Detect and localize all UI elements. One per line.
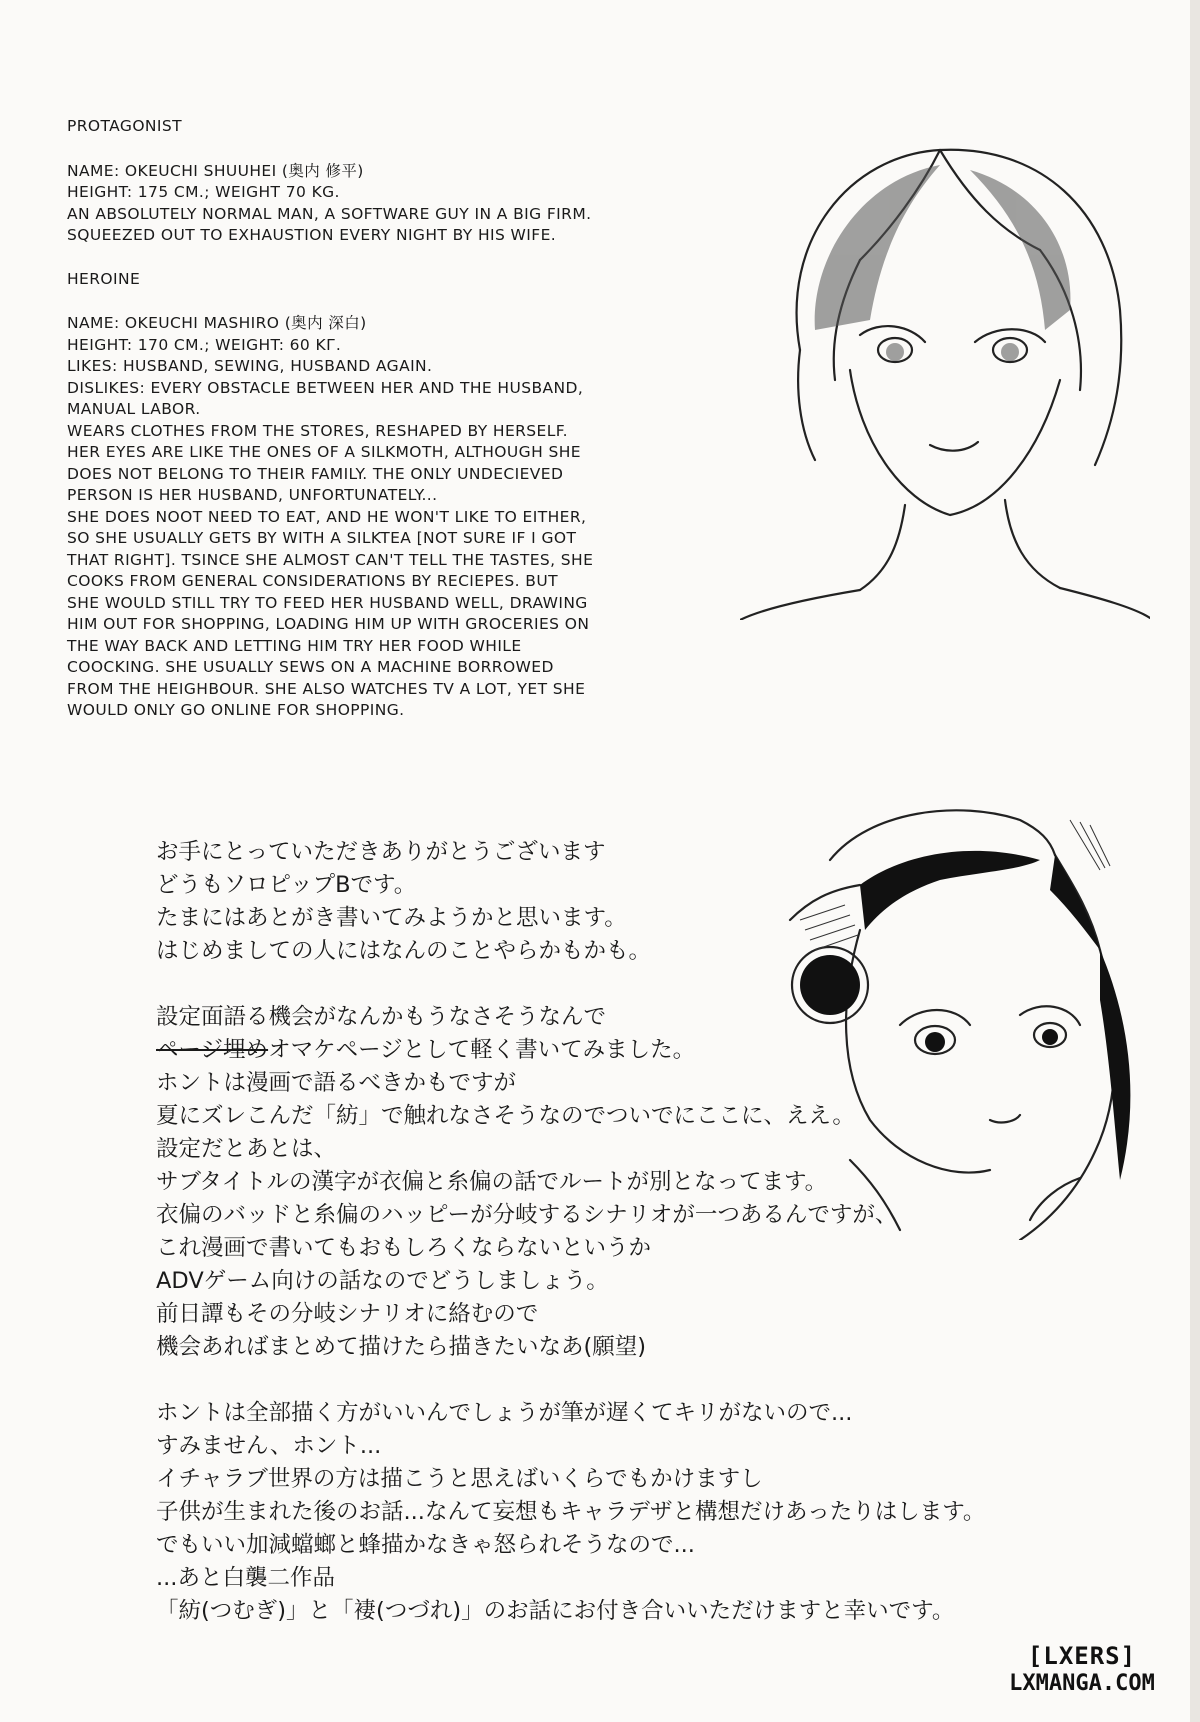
paragraph-gap <box>156 968 1056 1001</box>
afterword-line: ADVゲーム向けの話なのでどうしましょう。 <box>156 1268 609 1294</box>
afterword-line: はじめましての人にはなんのことやらかもかも。 <box>156 938 652 964</box>
heroine-line: HEIGHT: 170 CM.; WEIGHT: 60 KГ. <box>67 335 342 354</box>
protagonist-details <box>67 161 767 247</box>
heroine-line: SO SHE USUALLY GETS BY WITH A SILKTEA [NOT SURE IF I GOT <box>67 529 577 547</box>
heroine-line: WOULD ONLY GO ONLINE FOR SHOPPING. <box>67 701 405 719</box>
heroine-line: COOCKING. SHE USUALLY SEWS ON A MACHINE BORROWED <box>67 658 554 676</box>
protagonist-line: AN ABSOLUTELY NORMAL MAN, A SOFTWARE GUY IN A BIG FIRM. <box>67 204 592 223</box>
afterword-line: 子供が生まれた後のお話...なんて妄想もキャラデザと構想だけあったりはします。 <box>156 1499 986 1525</box>
protagonist-line: SQUEEZED OUT TO EXHAUSTION EVERY NIGHT BY HIS WIFE. <box>67 226 557 244</box>
heroine-line: SHE WOULD STILL TRY TO FEED HER HUSBAND WELL, DRAWING <box>67 593 588 612</box>
protagonist-line: HEIGHT: 175 CM.; WEIGHT 70 KG. <box>67 183 340 201</box>
heroine-line: SHE DOES NOOT NEED TO EAT, AND HE WON'T LIKE TO EITHER, <box>67 507 587 526</box>
struck-text: ページ埋め <box>156 1037 269 1063</box>
protagonist-line: NAME: OKEUCHI SHUUHEI (奥内 修平) <box>67 161 364 180</box>
afterword-line: イチャラブ世界の方は描こうと思えばいくらでもかけますし <box>156 1466 763 1492</box>
afterword-line: すみません、ホント... <box>156 1433 382 1459</box>
heroine-line: HIM OUT FOR SHOPPING, LOADING HIM UP WITH GROCERIES ON <box>67 615 590 633</box>
afterword-line: これ漫画で書いてもおもしろくならないというか <box>156 1235 652 1261</box>
afterword-line: 設定面語る機会がなんかもうなさそうなんで <box>156 1004 607 1030</box>
heroine-line: DISLIKES: EVERY OBSTACLE BETWEEN HER AND THE HUSBAND, <box>67 378 584 397</box>
heroine-line: MANUAL LABOR. <box>67 400 201 418</box>
afterword-line-rest: オマケページとして軽く書いてみました。 <box>268 1037 696 1063</box>
paragraph-gap <box>156 1364 1056 1397</box>
afterword-line: サブタイトルの漢字が衣偏と糸偏の話でルートが別となってます。 <box>156 1169 828 1195</box>
heroine-heading: HEROINE <box>67 269 141 288</box>
heroine-line: WEARS CLOTHES FROM THE STORES, RESHAPED BY HERSELF. <box>67 421 568 440</box>
heroine-line: COOKS FROM GENERAL CONSIDERATIONS BY RECIEPES. BUT <box>67 572 558 590</box>
afterword-line: 前日譚もその分岐シナリオに絡むので <box>156 1301 539 1327</box>
heroine-line: LIKES: HUSBAND, SEWING, HUSBAND AGAIN. <box>67 357 433 375</box>
heroine-line: PERSON IS HER HUSBAND, UNFORTUNATELY... <box>67 486 438 504</box>
heroine-line: THAT RIGHT]. TSINCE SHE ALMOST CAN'T TELL THE TASTES, SHE <box>67 550 594 569</box>
heroine-line: NAME: OKEUCHI MASHIRO (奥内 深白) <box>67 314 367 332</box>
afterword-line: たまにはあとがき書いてみようかと思います。 <box>156 905 627 931</box>
site-watermark <box>986 1642 1178 1704</box>
heroine-details <box>67 313 767 722</box>
afterword-line-with-strike <box>156 1034 1056 1067</box>
afterword-line: 機会あればまとめて描けたら描きたいなあ(願望) <box>156 1334 647 1360</box>
afterword-line: 衣偏のバッドと糸偏のハッピーが分岐するシナリオが一つあるんですが、 <box>156 1202 898 1228</box>
watermark-site-url: LXMANGA.COM <box>1009 1671 1155 1696</box>
afterword-line: どうもソロピップBです。 <box>156 872 417 898</box>
afterword-line: 「紡(つむぎ)」と「褄(つづれ)」のお話にお付き合いいただけますと幸いです。 <box>156 1598 955 1624</box>
afterword-text <box>156 836 1056 1628</box>
afterword-line: ホントは漫画で語るべきかもですが <box>156 1070 517 1096</box>
afterword-line: ...あと白襲二作品 <box>156 1565 335 1591</box>
heroine-line: DOES NOT BELONG TO THEIR FAMILY. THE ONLY UNDECIEVED <box>67 464 564 483</box>
afterword-line: でもいい加減蟷螂と蜂描かなきゃ怒られそうなので... <box>156 1532 695 1558</box>
afterword-line: お手にとっていただきありがとうございます <box>156 839 606 865</box>
heroine-line: THE WAY BACK AND LETTING HIM TRY HER FOOD WHILE <box>67 636 522 655</box>
character-profiles <box>67 116 767 722</box>
afterword-line: 設定だとあとは、 <box>156 1136 337 1162</box>
afterword-line: ホントは全部描く方がいいんでしょうが筆が遅くてキリがないので... <box>156 1400 853 1426</box>
heroine-line: HER EYES ARE LIKE THE ONES OF A SILKMOTH, ALTHOUGH SHE <box>67 443 581 461</box>
watermark-group-name: [LXERS] <box>1027 1642 1137 1670</box>
heroine-line: FROM THE HEIGHBOUR. SHE ALSO WATCHES TV A LOT, YET SHE <box>67 679 586 698</box>
protagonist-heading: PROTAGONIST <box>67 117 182 135</box>
heroine-portrait-illustration <box>740 120 1150 620</box>
page-edge-shadow <box>1190 0 1200 1722</box>
afterword-line: 夏にズレこんだ「紡」で触れなさそうなのでついでにここに、ええ。 <box>156 1103 855 1129</box>
